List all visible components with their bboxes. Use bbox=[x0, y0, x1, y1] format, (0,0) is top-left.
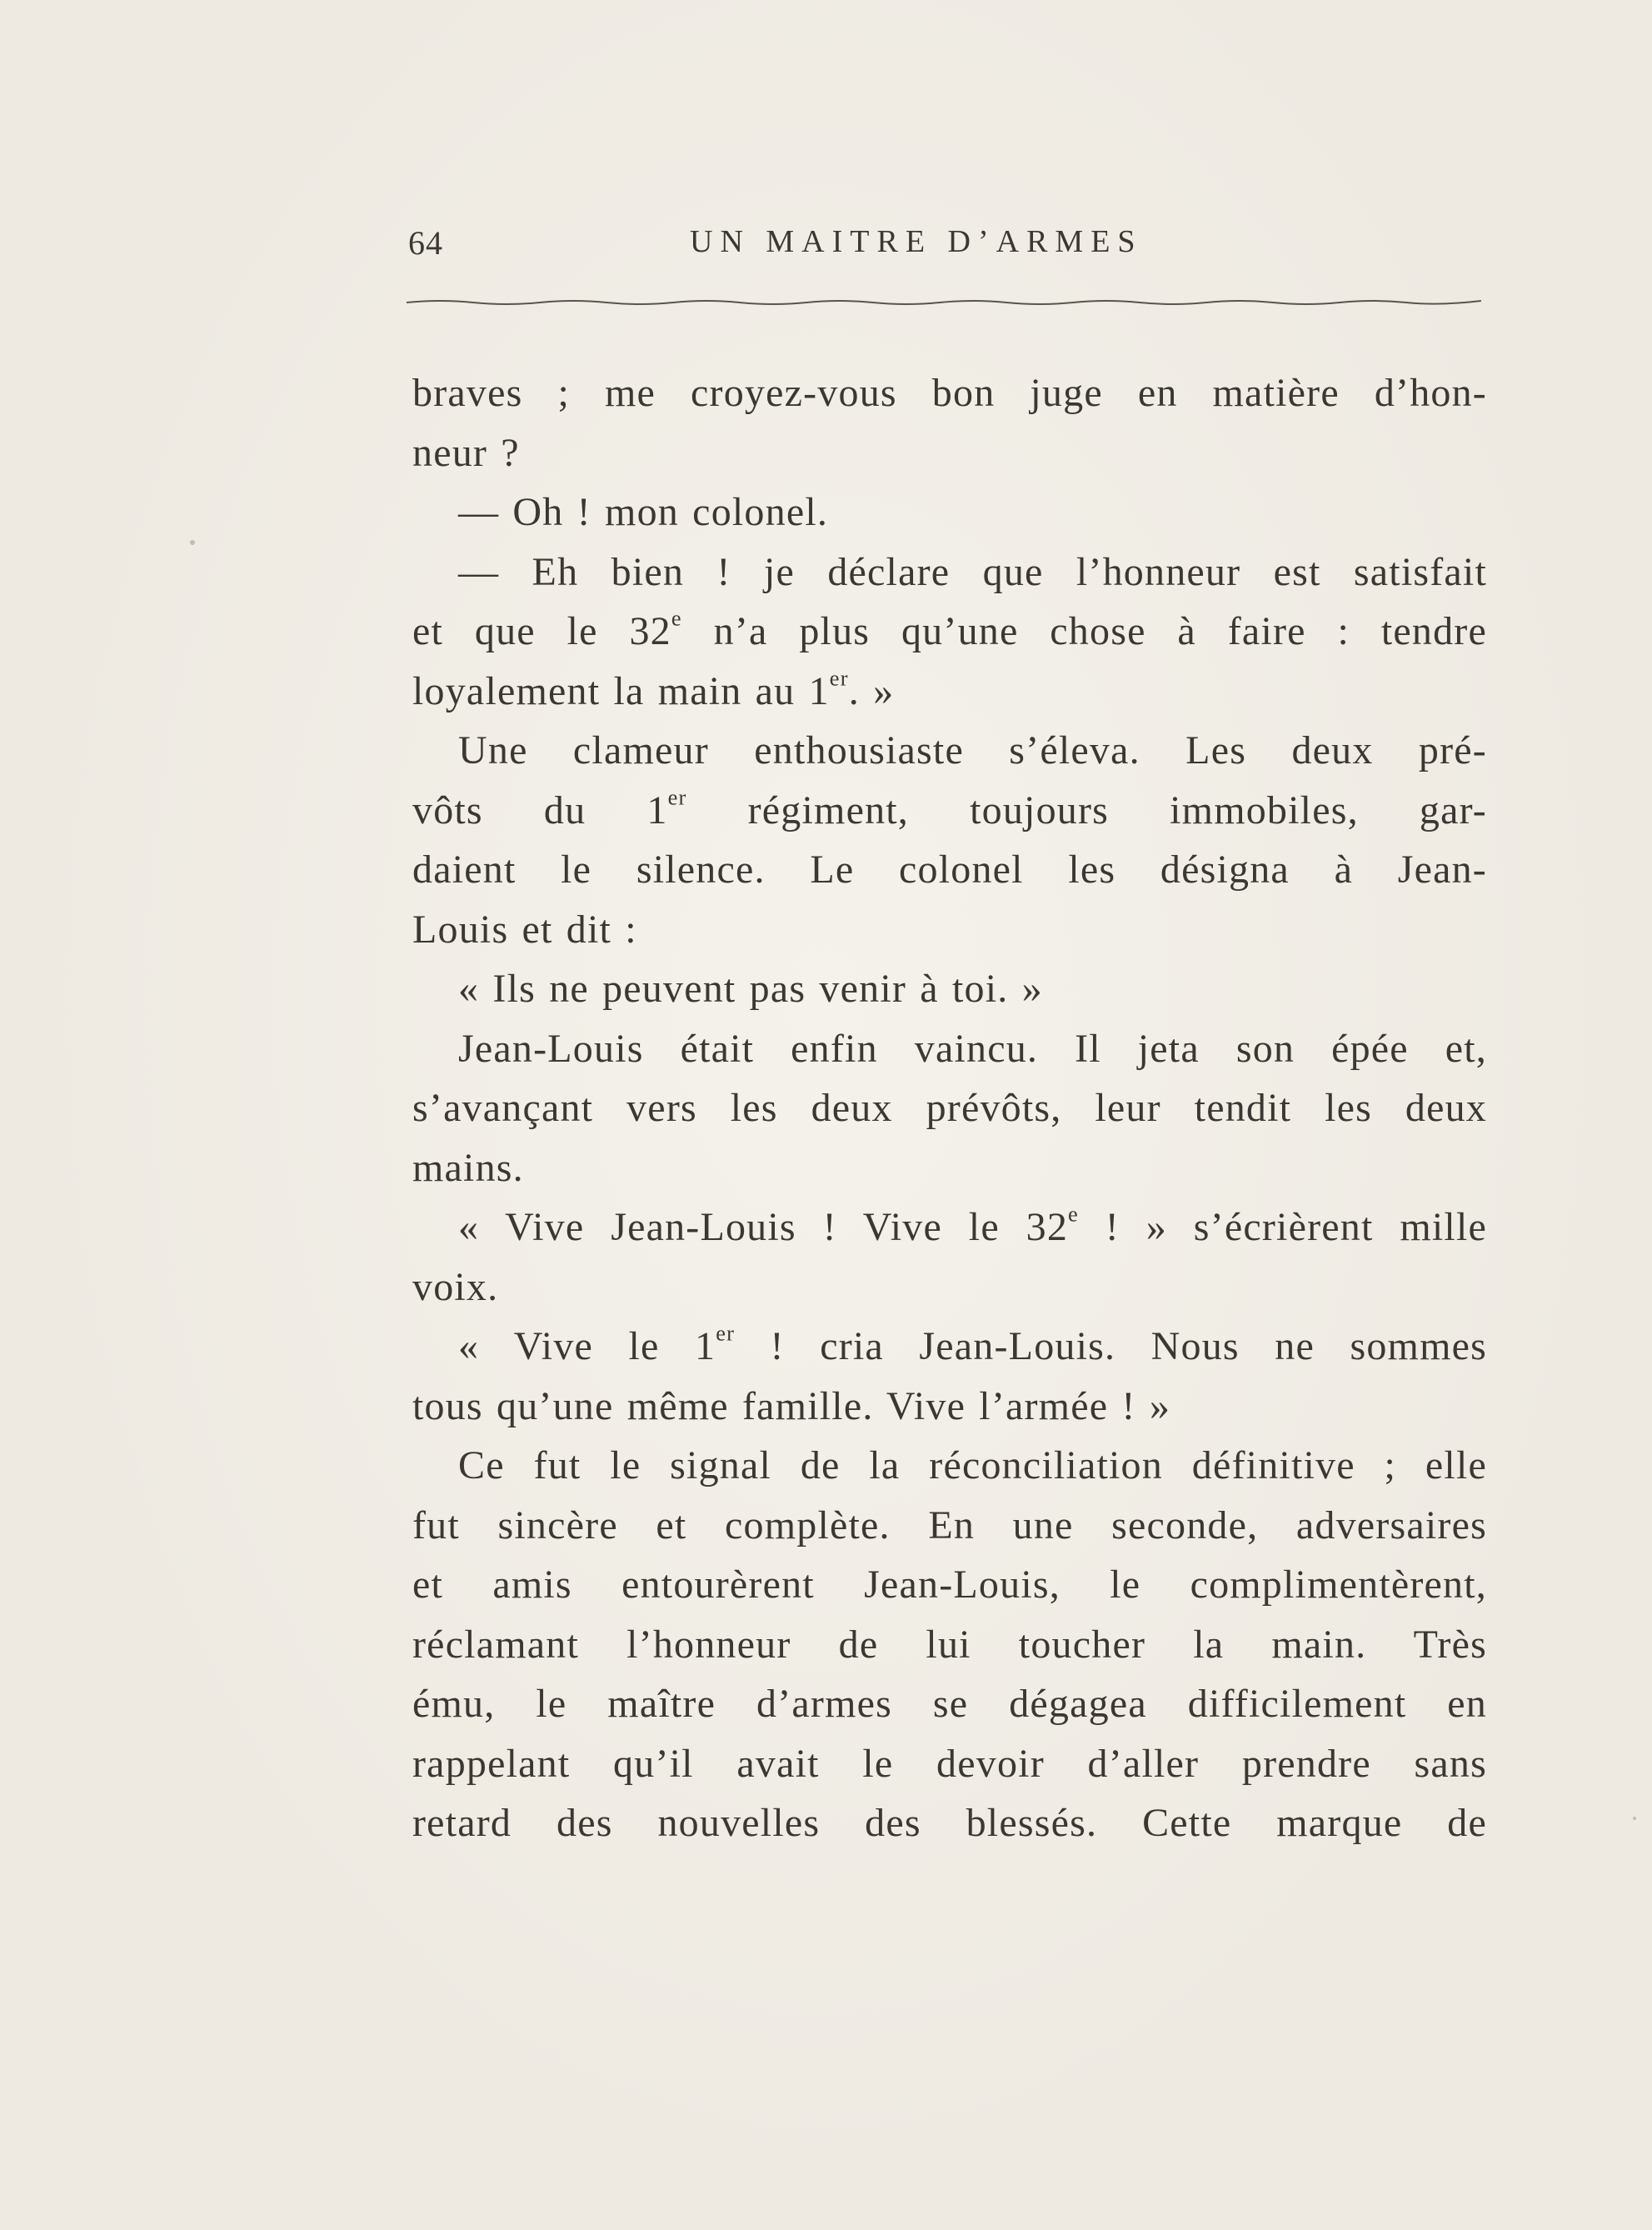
text-line: Jean-Louis était enfin vaincu. Il jeta son épée et, bbox=[458, 1026, 1487, 1071]
text-line: vôts du 1er régiment, toujours immobiles, gar- bbox=[412, 784, 1487, 832]
text-line: et que le 32e n’a plus qu’une chose à faire : tendre bbox=[412, 605, 1487, 653]
text-line: retard des nouvelles des blessés. Cette marque de bbox=[412, 1801, 1487, 1845]
paragraph bbox=[412, 1317, 1487, 1377]
text-line: neur ? bbox=[412, 430, 520, 475]
paragraph bbox=[412, 1078, 1487, 1198]
paragraph bbox=[412, 1496, 1487, 1853]
text-line: réclamant l’honneur de lui toucher la main. Très bbox=[412, 1622, 1487, 1667]
text-line: « Vive Jean-Louis ! Vive le 32e ! » s’écrièrent mille bbox=[458, 1201, 1487, 1249]
paragraph bbox=[412, 542, 1487, 602]
running-head bbox=[408, 223, 1491, 273]
text-line: loyalement la main au 1er. » bbox=[412, 665, 895, 713]
text-line: voix. bbox=[412, 1264, 499, 1309]
paragraph bbox=[412, 1436, 1487, 1496]
text-line: « Ils ne peuvent pas venir à toi. » bbox=[458, 967, 1043, 1011]
paragraph bbox=[412, 1019, 1487, 1079]
text-line: braves ; me croyez-vous bon juge en matière d’hon- bbox=[412, 371, 1487, 415]
text-line: mains. bbox=[412, 1145, 524, 1190]
paragraph bbox=[412, 1198, 1487, 1258]
paragraph bbox=[412, 602, 1487, 721]
text-line: et amis entourèrent Jean-Louis, le complimentèrent, bbox=[412, 1562, 1487, 1607]
paper-speck bbox=[1633, 1817, 1636, 1820]
running-title: UN MAITRE D’ARMES bbox=[690, 224, 1143, 259]
paragraph bbox=[412, 1377, 1487, 1437]
text-line: Ce fut le signal de la réconciliation définitive ; elle bbox=[458, 1443, 1487, 1488]
paragraph bbox=[412, 363, 1487, 482]
text-line: — Eh bien ! je déclare que l’honneur est satisfait bbox=[458, 549, 1487, 594]
body-text bbox=[412, 363, 1487, 1853]
text-line: daient le silence. Le colonel les désigna à Jean- bbox=[412, 848, 1487, 892]
text-line: « Vive le 1er ! cria Jean-Louis. Nous ne sommes bbox=[458, 1320, 1487, 1368]
text-line: — Oh ! mon colonel. bbox=[458, 490, 829, 534]
text-line: s’avançant vers les deux prévôts, leur tendit les deux bbox=[412, 1086, 1487, 1130]
paragraph bbox=[412, 721, 1487, 781]
header-rule bbox=[407, 297, 1481, 307]
paper-speck bbox=[190, 540, 195, 545]
text-line: Une clameur enthousiaste s’éleva. Les deux pré- bbox=[458, 728, 1487, 772]
page-number: 64 bbox=[408, 224, 443, 262]
text-line: tous qu’une même famille. Vive l’armée ! » bbox=[412, 1383, 1171, 1428]
paragraph bbox=[412, 959, 1487, 1019]
paragraph bbox=[412, 1258, 1487, 1318]
text-line: fut sincère et complète. En une seconde, adversaires bbox=[412, 1502, 1487, 1548]
text-line: rappelant qu’il avait le devoir d’aller prendre sans bbox=[412, 1741, 1487, 1786]
paragraph bbox=[412, 781, 1487, 960]
text-line: Louis et dit : bbox=[412, 907, 637, 952]
text-line: ému, le maître d’armes se dégagea difficilement en bbox=[412, 1682, 1487, 1726]
paragraph bbox=[412, 482, 1487, 542]
